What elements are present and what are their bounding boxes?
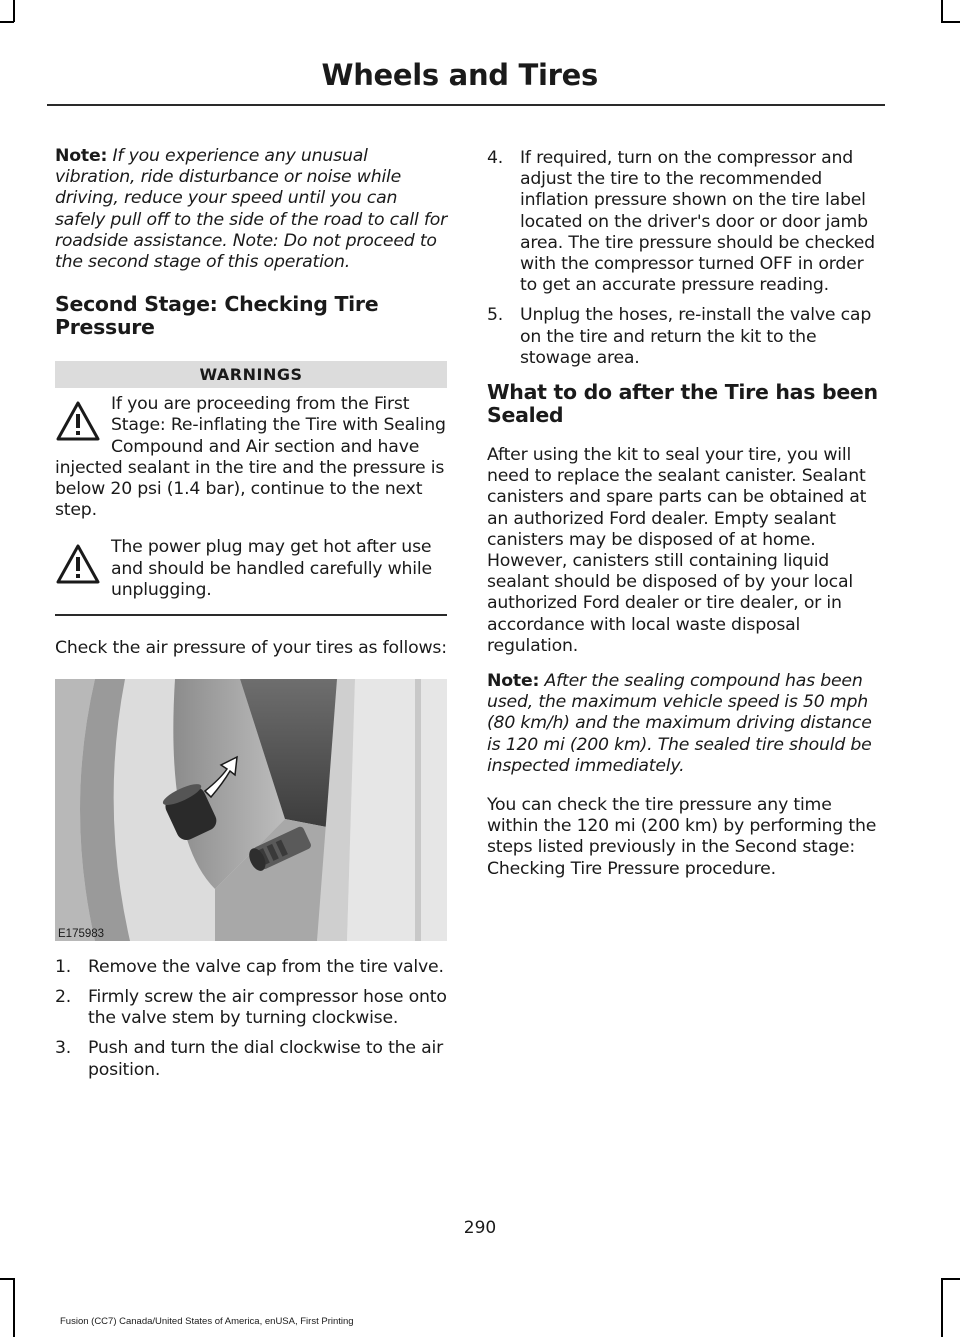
warning-text: The power plug may get hot after use and should be handled carefully while unplugging. [111, 537, 432, 600]
header-rule [47, 104, 885, 106]
section-heading: Second Stage: Checking Tire Pressure [55, 292, 379, 340]
step-text: Push and turn the dial clockwise to the air position. [88, 1038, 444, 1080]
figure-label: E175983 [58, 927, 105, 940]
warning-item [55, 537, 447, 601]
note-label: Note: [487, 671, 540, 692]
footer-text: Fusion (CC7) Canada/United States of America, enUSA, First Printing [60, 1316, 354, 1327]
step-text: Remove the valve cap from the tire valve. [88, 956, 444, 977]
step-number: 4. [487, 148, 504, 168]
note-text: After the sealing compound has been used, the maximum vehicle speed is 50 mph (80 km/h) and the maximum driving distance is 120 mi (200 km). The sealed tire should be inspected immediately. [487, 671, 872, 776]
step-text: Firmly screw the air compressor hose onto the valve stem by turning clockwise. [88, 986, 447, 1029]
warning-item [55, 394, 447, 521]
step-number: 1. [55, 956, 72, 977]
body-paragraph: You can check the tire pressure any time within the 120 mi (200 km) by performing the steps listed previously in the Second stage: Checking Tire Pressure procedure. [487, 795, 877, 879]
step-text: Unplug the hoses, re-install the valve cap on the tire and return the kit to the stowage area. [520, 305, 872, 368]
step-number: 2. [55, 986, 72, 1007]
steps-list [55, 957, 447, 1081]
note-label: Note: [55, 146, 108, 166]
note-paragraph [55, 146, 447, 273]
page-number: 290 [463, 1218, 497, 1238]
crop-mark [0, 1278, 14, 1280]
section-heading: What to do after the Tire has been Sealed [487, 380, 878, 428]
intro-paragraph: Check the air pressure of your tires as follows: [55, 637, 447, 658]
crop-mark [941, 1278, 943, 1337]
warning-triangle-icon [55, 543, 101, 585]
step-number: 5. [487, 305, 504, 326]
step-text: If required, turn on the compressor and adjust the tire to the recommended inflation pressure shown on the tire label located on the driver's door or door jamb area. The tire pressure should be checked with the compressor turned OFF in order to get an accurate pressure reading. [520, 148, 875, 296]
warning-triangle-icon [55, 400, 101, 442]
list-item [487, 305, 880, 369]
step-number: 3. [55, 1038, 72, 1059]
valve-drawing [55, 679, 447, 941]
steps-list [487, 148, 880, 369]
warning-text: If you are proceeding from the First Stage: Re-inflating the Tire with Sealing Compound and Air section and have injected sealant in the tire and the pressure is below 20 psi (1.4 bar), continue to the next step. [55, 394, 446, 521]
crop-mark [0, 21, 14, 23]
right-column [487, 148, 880, 880]
list-item [55, 987, 447, 1029]
warnings-rule [55, 614, 447, 616]
list-item [55, 1038, 447, 1080]
crop-mark [941, 0, 943, 22]
body-paragraph: After using the kit to seal your tire, you will need to replace the sealant canister. Sealant canisters and spare parts can be obtained at an authorized Ford dealer. Empty sealant canisters may be disposed of at home. However, canisters still containing liquid sealant should be disposed of by your local authorized Ford dealer or tire dealer, or in accordance with local waste disposal regulation. [487, 445, 867, 656]
note-text: If you experience any unusual vibration, ride disturbance or noise while driving, reduce your speed until you can safely pull off to the side of the road to call for roadside assistance. Note: Do not proceed to the second stage of this operation. [55, 146, 448, 273]
note-paragraph [487, 671, 880, 777]
crop-mark [13, 1278, 15, 1337]
crop-mark [941, 21, 960, 23]
crop-mark [13, 0, 15, 22]
list-item [487, 148, 880, 296]
warnings-header: WARNINGS [55, 361, 447, 388]
left-column [55, 140, 447, 1090]
tire-valve-illustration [55, 679, 447, 941]
list-item [55, 957, 447, 978]
crop-mark [941, 1278, 960, 1280]
page-title: Wheels and Tires [321, 58, 598, 92]
